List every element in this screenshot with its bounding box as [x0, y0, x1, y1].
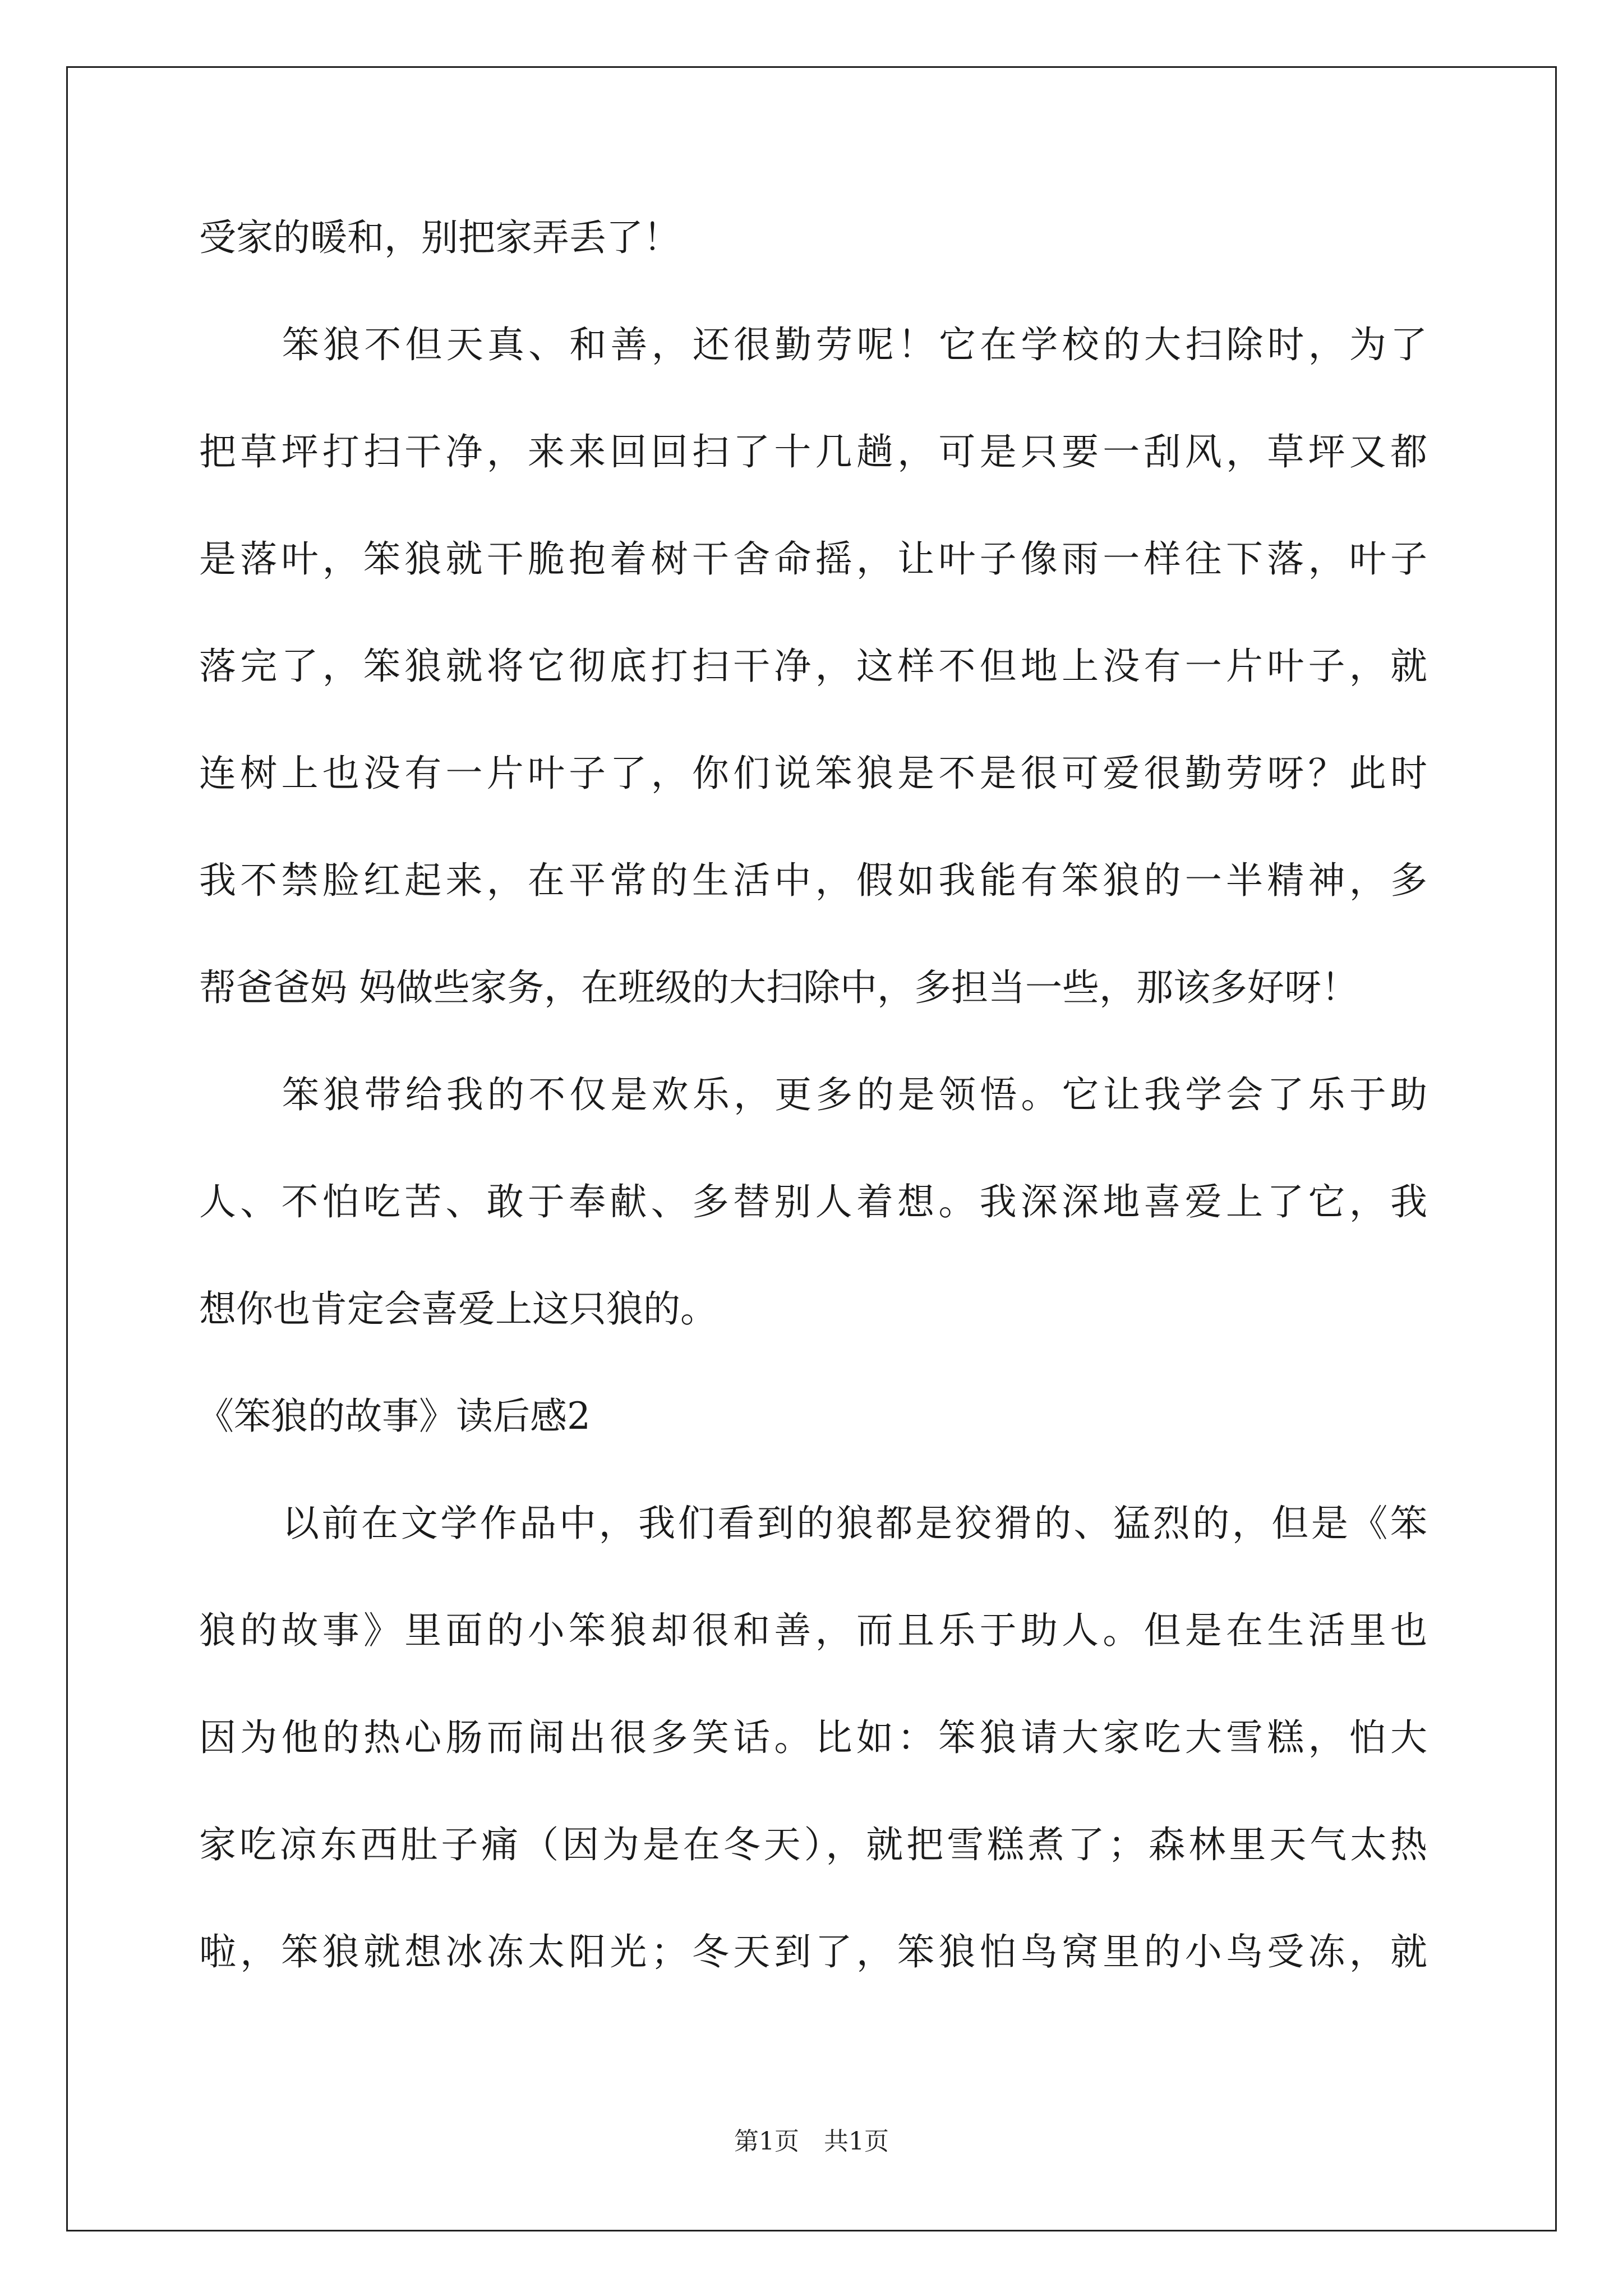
paragraph-2 — [199, 320, 1427, 1013]
document-body — [199, 213, 1427, 1977]
text-line: 受家的暖和，别把家弄丢了！ — [199, 216, 680, 259]
page-number: 第1页 共1页 — [734, 2127, 889, 2156]
text-line: 我不禁脸红起来，在平常的生活中，假如我能有笨狼的一半精神，多 — [199, 859, 1427, 902]
text-line: 把草坪打扫干净，来来回回扫了十几趟，可是只要一刮风，草坪又都 — [199, 430, 1427, 473]
paragraph-1 — [199, 213, 1427, 263]
paragraph-4 — [199, 1499, 1427, 1977]
text-line: 因为他的热心肠而闹出很多笑话。比如：笨狼请大家吃大雪糕，怕大 — [199, 1716, 1427, 1759]
text-line: 想你也肯定会喜爱上这只狼的。 — [199, 1287, 717, 1331]
text-line: 连树上也没有一片叶子了，你们说笨狼是不是很可爱很勤劳呀？此时 — [199, 752, 1427, 795]
text-line: 人、不怕吃苦、敢于奉献、多替别人着想。我深深地喜爱上了它，我 — [199, 1180, 1427, 1223]
text-line: 啦，笨狼就想冰冻太阳光；冬天到了，笨狼怕鸟窝里的小鸟受冻，就 — [199, 1930, 1427, 1973]
text-line: 笨狼不但天真、和善，还很勤劳呢！它在学校的大扫除时，为了 — [282, 323, 1427, 366]
text-line: 家吃凉东西肚子痛（因为是在冬天），就把雪糕煮了；森林里天气太热 — [199, 1823, 1427, 1866]
text-line: 落完了，笨狼就将它彻底打扫干净，这样不但地上没有一片叶子，就 — [199, 645, 1427, 688]
paragraph-3 — [199, 1070, 1427, 1334]
section-title: 《笨狼的故事》读后感2 — [197, 1395, 591, 1438]
text-line: 帮爸爸妈 妈做些家务，在班级的大扫除中，多担当一些，那该多好呀！ — [199, 966, 1358, 1009]
text-line: 狼的故事》里面的小笨狼却很和善，而且乐于助人。但是在生活里也 — [199, 1609, 1427, 1652]
text-line: 以前在文学作品中，我们看到的狼都是狡猾的、猛烈的，但是《笨 — [282, 1502, 1427, 1545]
text-line: 笨狼带给我的不仅是欢乐，更多的是领悟。它让我学会了乐于助 — [282, 1073, 1427, 1116]
text-line: 是落叶，笨狼就干脆抱着树干舍命摇，让叶子像雨一样往下落，叶子 — [199, 537, 1427, 581]
